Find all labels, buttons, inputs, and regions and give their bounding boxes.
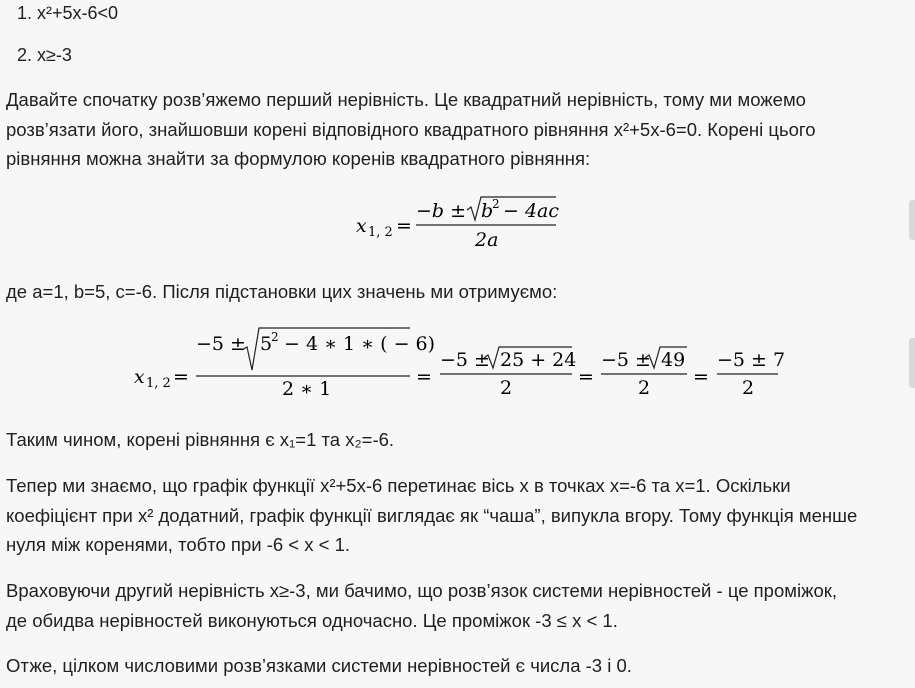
radicand-b: b bbox=[481, 200, 494, 222]
frac4-den: 2 bbox=[742, 377, 755, 399]
paragraph-roots bbox=[6, 425, 913, 455]
frac3-radicand: 49 bbox=[661, 349, 686, 371]
edge-artifact bbox=[909, 200, 915, 240]
frac3-num-prefix: −5 ± bbox=[601, 349, 651, 371]
paragraph-line: де a=1, b=5, c=-6. Після підстановки цих значень ми отримуємо: bbox=[6, 281, 558, 302]
list-item-1: 1. x²+5x-6<0 bbox=[17, 3, 119, 23]
paragraph-line: Тепер ми знаємо, що графік функції x²+5x-6 перетинає вісь x в точках x=-6 та x=1. Оскільки bbox=[6, 475, 791, 496]
quadratic-formula bbox=[350, 190, 570, 252]
paragraph-line: розв’язати його, знайшовши корені відповідного квадратного рівняння x²+5x-6=0. Корені цього bbox=[6, 118, 816, 140]
paragraph-line: коефіцієнт при x² додатний, графік функції виглядає як “чаша”, випукла вгору. Тому функція менше bbox=[6, 504, 858, 526]
formula-num-prefix: −b ± bbox=[416, 200, 467, 222]
formula-eq: = bbox=[396, 215, 412, 237]
formula-den: 2a bbox=[475, 229, 499, 251]
frac3-den: 2 bbox=[638, 377, 651, 399]
frac1-rad-rest: − 4 ∗ 1 ∗ ( − 6) bbox=[284, 333, 436, 355]
frac1-den: 2 ∗ 1 bbox=[282, 378, 332, 400]
frac2-num-prefix: −5 ± bbox=[440, 349, 490, 371]
frac2-den: 2 bbox=[500, 377, 513, 399]
paragraph-line: Давайте спочатку розв’яжемо перший нерівність. Це квадратний нерівність, тому ми можемо bbox=[6, 89, 806, 110]
quadratic-formula-svg bbox=[350, 190, 570, 252]
frac1-rad-exp: 2 bbox=[271, 330, 279, 344]
formula-eq-4: = bbox=[693, 366, 709, 388]
formula-eq-3: = bbox=[578, 366, 594, 388]
frac1-num-prefix: −5 ± bbox=[196, 333, 246, 355]
paragraph-intro bbox=[6, 85, 913, 174]
paragraph-line: Враховуючи другий нерівність x≥-3, ми бачимо, що розв’язок системи нерівностей - це проміжок, bbox=[6, 580, 837, 601]
formula-lhs: x bbox=[356, 215, 367, 237]
formula-lhs-sub: 1, 2 bbox=[146, 376, 171, 391]
formula-eq-2: = bbox=[416, 366, 432, 388]
frac2-radicand: 25 + 24 bbox=[500, 349, 577, 371]
paragraph-system bbox=[6, 576, 913, 635]
list-item-2: 2. x≥-3 bbox=[17, 45, 72, 65]
paragraph-line: рівняння можна знайти за формулою коренів квадратного рівняння: bbox=[6, 148, 591, 169]
frac4-num: −5 ± 7 bbox=[717, 349, 786, 371]
frac1-rad-base: 5 bbox=[260, 333, 273, 355]
radicand-rest: − 4ac bbox=[503, 200, 560, 222]
edge-artifact bbox=[909, 338, 915, 388]
paragraph-graph bbox=[6, 471, 913, 560]
formula-eq-1: = bbox=[173, 366, 189, 388]
paragraph-line: де обидва нерівностей виконуються одночасно. Це проміжок -3 ≤ x < 1. bbox=[6, 609, 618, 631]
paragraph-substitution bbox=[6, 277, 913, 307]
paragraph-line: Отже, цілком числовими розв’язками системи нерівностей є числа -3 і 0. bbox=[6, 655, 632, 676]
substituted-formula bbox=[130, 322, 790, 402]
paragraph-line: Таким чином, корені рівняння є x₁=1 та x₂=-6. bbox=[6, 429, 395, 450]
formula-lhs-sub: 1, 2 bbox=[368, 225, 393, 240]
radicand-exp: 2 bbox=[492, 197, 500, 211]
paragraph-conclusion bbox=[6, 651, 913, 681]
paragraph-line: нуля між коренями, тобто при -6 < x < 1. bbox=[6, 534, 351, 555]
formula-lhs: x bbox=[134, 366, 145, 388]
substituted-formula-svg bbox=[130, 322, 790, 402]
